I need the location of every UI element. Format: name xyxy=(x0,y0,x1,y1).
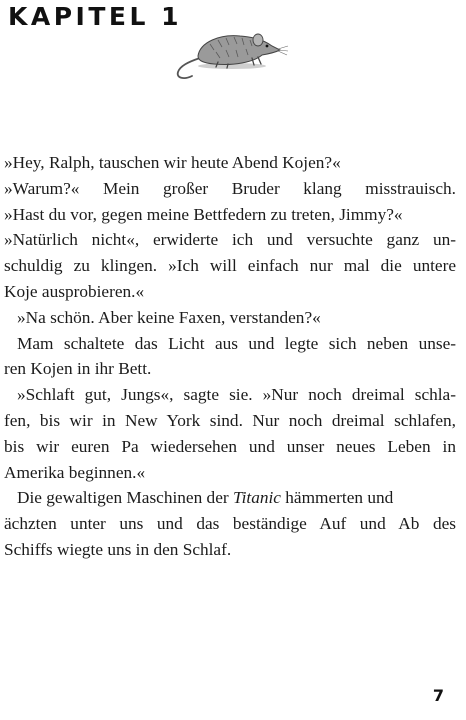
text-segment: Die gewaltigen Maschinen der xyxy=(17,488,233,508)
text-line: fen, bis wir in New York sind. Nur noch dreimal schlafen, xyxy=(4,410,456,430)
text-line: Koje ausprobieren.« xyxy=(4,281,145,301)
text-line: Schiffs wiegte uns in den Schlaf. xyxy=(4,539,232,559)
text-line: »Schlaft gut, Jungs«, sagte sie. »Nur noch dreimal schla- xyxy=(17,385,456,405)
text-line: »Natürlich nicht«, erwiderte ich und versuchte ganz un- xyxy=(4,230,456,250)
text-line: »Hey, Ralph, tauschen wir heute Abend Kojen?« xyxy=(4,153,341,172)
text-line xyxy=(4,485,456,511)
text-line: »Na schön. Aber keine Faxen, verstanden?« xyxy=(17,307,321,327)
text-line: Amerika beginnen.« xyxy=(4,462,146,482)
text-line: ächzten unter uns und das beständige Auf und Ab des xyxy=(4,514,456,534)
text-line: »Hast du vor, gegen meine Bettfedern zu treten, Jimmy?« xyxy=(4,204,403,224)
text-line: ren Kojen in ihr Bett. xyxy=(4,359,152,379)
text-segment: hämmerten und xyxy=(280,488,394,508)
chapter-title: KAPITEL 1 xyxy=(8,2,183,31)
page-number: 7 xyxy=(432,686,444,705)
text-line: schuldig zu klingen. »Ich will einfach nur mal die untere xyxy=(4,256,456,276)
text-line: »Warum?« Mein großer Bruder klang misstrauisch. xyxy=(4,178,456,198)
body-text xyxy=(4,150,456,563)
ship-name-italic: Titanic xyxy=(232,488,281,508)
rat-illustration-icon xyxy=(170,22,290,84)
text-line: Mam schaltete das Licht aus und legte sich neben unse- xyxy=(17,333,456,353)
text-line: bis wir euren Pa wiedersehen und unser neues Leben in xyxy=(4,436,456,456)
